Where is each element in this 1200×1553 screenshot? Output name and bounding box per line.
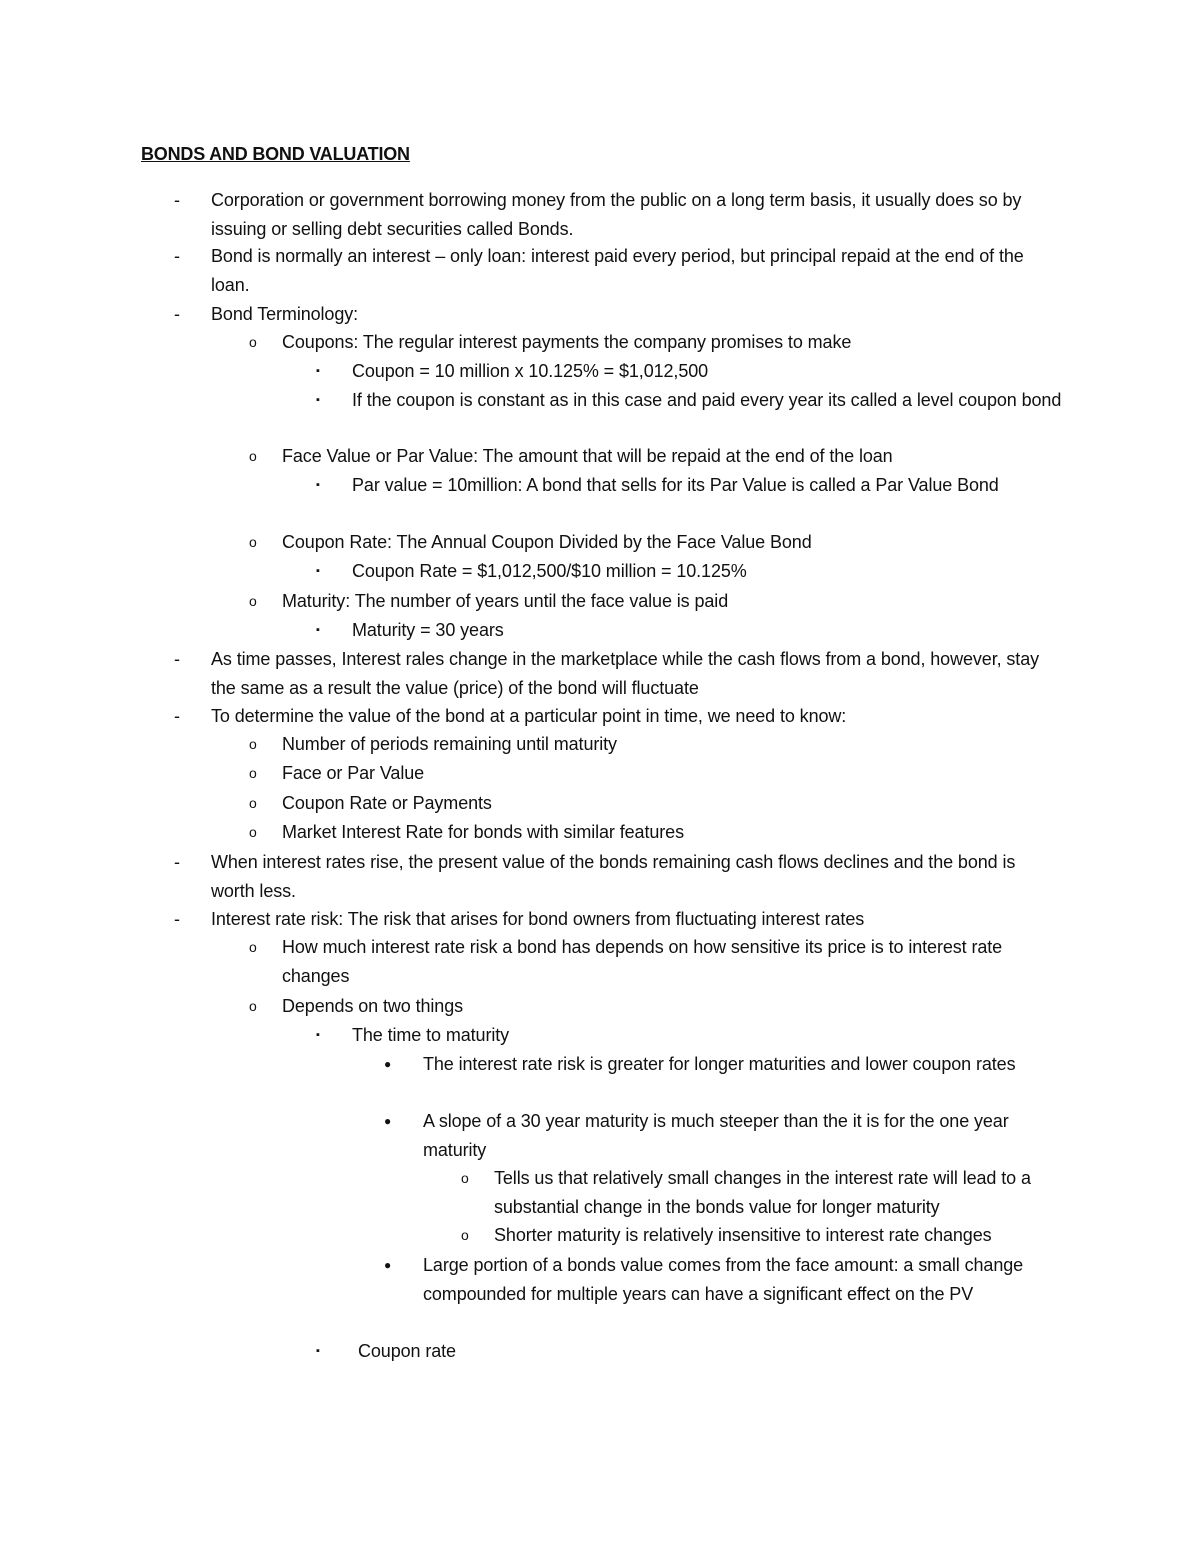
list-item-text: Large portion of a bonds value comes from the face amount: a small change compounded for multiple years can have a significant effect on the PV <box>423 1255 1024 1304</box>
list-item-text: Coupon rate <box>358 1341 456 1361</box>
list-item-text: How much interest rate risk a bond has depends on how sensitive its price is to interest rate changes <box>282 937 1003 986</box>
dash-marker: - <box>174 706 180 726</box>
square-bullet-icon: ▪ <box>316 479 320 491</box>
list-item-text: A slope of a 30 year maturity is much steeper than the it is for the one year maturity <box>423 1111 1009 1160</box>
square-bullet-icon: ▪ <box>316 1345 320 1357</box>
circle-bullet-icon: o <box>249 824 257 840</box>
circle-bullet-icon: o <box>461 1170 469 1186</box>
list-item-text: Face Value or Par Value: The amount that will be repaid at the end of the loan <box>282 446 893 466</box>
circle-bullet-icon: o <box>249 593 257 609</box>
list-item-text: The interest rate risk is greater for longer maturities and lower coupon rates <box>423 1054 1016 1074</box>
list-item-text: As time passes, Interest rales change in the marketplace while the cash flows from a bond, however, stay the same as a result the value (price) of the bond will fluctuate <box>211 649 1040 698</box>
bullet-dot-icon: ● <box>384 1114 392 1128</box>
dash-marker: - <box>174 852 180 872</box>
dash-marker: - <box>174 190 180 210</box>
list-item-text: Face or Par Value <box>282 763 425 783</box>
list-item-text: When interest rates rise, the present value of the bonds remaining cash flows declines and the bond is worth less. <box>211 852 1016 901</box>
list-item-text: Coupon Rate: The Annual Coupon Divided by the Face Value Bond <box>282 532 812 552</box>
dash-marker: - <box>174 304 180 324</box>
list-item-text: Par value = 10million: A bond that sells for its Par Value is called a Par Value Bond <box>352 475 999 495</box>
list-item-text: Bond Terminology: <box>211 304 359 324</box>
circle-bullet-icon: o <box>249 736 257 752</box>
square-bullet-icon: ▪ <box>316 565 320 577</box>
circle-bullet-icon: o <box>461 1227 469 1243</box>
bullet-dot-icon: ● <box>384 1057 392 1071</box>
list-item-text: Maturity = 30 years <box>352 620 504 640</box>
dash-marker: - <box>174 649 180 669</box>
list-item-text: Coupon Rate = $1,012,500/$10 million = 10.125% <box>352 561 747 581</box>
list-item-text: Depends on two things <box>282 996 464 1016</box>
square-bullet-icon: ▪ <box>316 1029 320 1041</box>
circle-bullet-icon: o <box>249 334 257 350</box>
circle-bullet-icon: o <box>249 534 257 550</box>
square-bullet-icon: ▪ <box>316 624 320 636</box>
list-item-text: Coupon = 10 million x 10.125% = $1,012,500 <box>352 361 709 381</box>
circle-bullet-icon: o <box>249 795 257 811</box>
square-bullet-icon: ▪ <box>316 365 320 377</box>
list-item-text: Coupon Rate or Payments <box>282 793 492 813</box>
square-bullet-icon: ▪ <box>316 394 320 406</box>
list-item-text: Corporation or government borrowing money from the public on a long term basis, it usually does so by issuing or selling debt securities called Bonds. <box>211 190 1022 239</box>
circle-bullet-icon: o <box>249 765 257 781</box>
circle-bullet-icon: o <box>249 939 257 955</box>
circle-bullet-icon: o <box>249 998 257 1014</box>
list-item-text: Bond is normally an interest – only loan: interest paid every period, but principal repaid at the end of the loan. <box>211 246 1024 295</box>
list-item-text: Tells us that relatively small changes in the interest rate will lead to a substantial change in the bonds value for longer maturity <box>494 1168 1031 1217</box>
list-item-text: If the coupon is constant as in this case and paid every year its called a level coupon bond <box>352 390 1062 410</box>
list-item-text: Coupons: The regular interest payments the company promises to make <box>282 332 852 352</box>
bullet-dot-icon: ● <box>384 1258 392 1272</box>
list-item-text: Maturity: The number of years until the face value is paid <box>282 591 729 611</box>
dash-marker: - <box>174 909 180 929</box>
list-item-text: The time to maturity <box>352 1025 510 1045</box>
circle-bullet-icon: o <box>249 448 257 464</box>
list-item-text: Number of periods remaining until maturity <box>282 734 617 754</box>
list-item-text: To determine the value of the bond at a particular point in time, we need to know: <box>211 706 847 726</box>
dash-marker: - <box>174 246 180 266</box>
list-item-text: Shorter maturity is relatively insensitive to interest rate changes <box>494 1225 992 1245</box>
list-item-text: Market Interest Rate for bonds with similar features <box>282 822 684 842</box>
document-title: BONDS AND BOND VALUATION <box>141 144 410 164</box>
list-item-text: Interest rate risk: The risk that arises for bond owners from fluctuating interest rates <box>211 909 865 929</box>
